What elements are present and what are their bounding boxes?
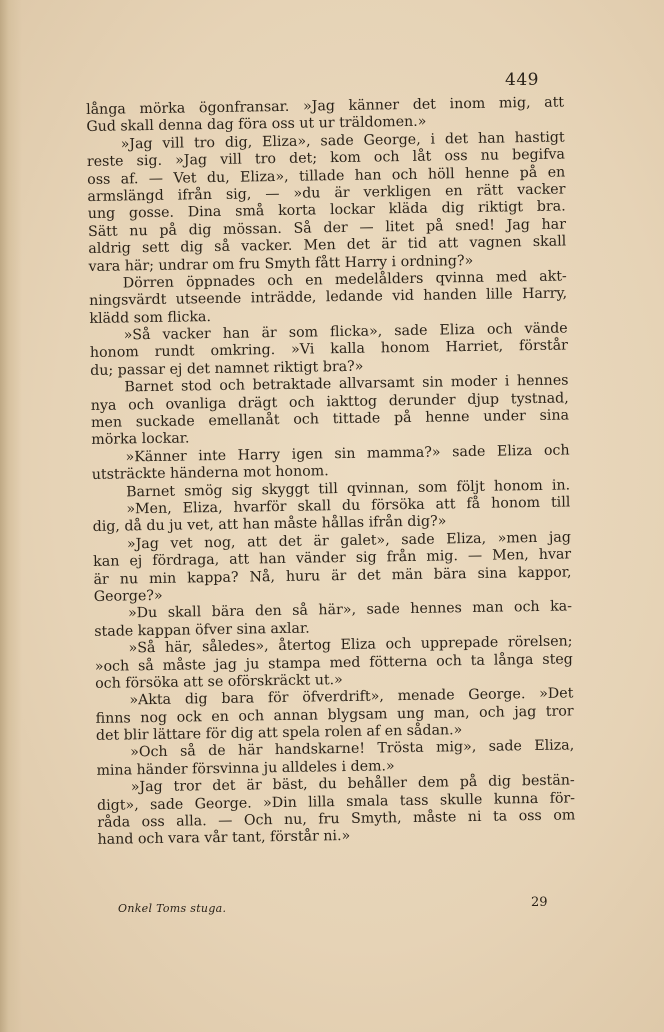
body-text [86, 94, 576, 849]
text-line: ung gosse. Dina små korta lockar kläda dig riktigt bra. [87, 198, 566, 223]
text-line: stade kappan öfver sina axlar. [94, 620, 310, 640]
text-line: är nu min kappa? Nå, huru är det män bära sina kappor, [93, 563, 572, 588]
text-line: Dörren öppnades och en medelålders qvinna med akt- [122, 268, 567, 292]
text-line: Barnet smög sig skyggt till qvinnan, som följt honom in. [126, 477, 571, 501]
text-line: kan ej fördraga, att han vänder sig från mig. — Men, hvar [93, 546, 572, 571]
text-line: »Jag vill tro dig, Eliza», sade George, i det han hastigt [120, 129, 565, 153]
text-line: »Jag vet nog, att det är galet», sade Eliza, »men jag [126, 529, 572, 553]
text-line: dig, då du ju vet, att han måste hållas ifrån dig?» [92, 513, 447, 536]
text-line: armslängd ifrån sig, — »du är verkligen en rätt vacker [87, 181, 566, 205]
text-line: Gud skall denna dag föra oss ut ur träldomen.» [86, 114, 427, 136]
text-line: »Och så de här handskarne! Trösta mig», sade Eliza, [130, 737, 575, 761]
text-line: »Känner inte Harry igen sin mamma?» sade Eliza och [125, 442, 570, 466]
text-line: aldrig sett dig så vacker. Men det är tid att vagnen skall [88, 233, 567, 258]
text-line: nya och ovanliga drägt och iakttog derunder djup tystnad, [90, 390, 569, 414]
text-line: »Jag tror det är bäst, du behåller dem på dig bestän- [130, 772, 575, 796]
text-line: digt», sade George. »Din lilla smala tass skulle kunna för- [96, 790, 576, 814]
text-line: du; passar ej det namnet riktigt bra?» [90, 358, 364, 379]
text-line: oss af. — Vet du, Eliza», tillade han och höll henne på en [87, 164, 566, 188]
text-line: honom rundt omkring. »Vi kalla honom Harriet, förstår [89, 337, 569, 362]
text-line: »Men, Eliza, hvarför skall du försöka att få honom till [126, 494, 571, 518]
text-line: det blir lättare för dig att spela rolen af en sådan.» [95, 722, 463, 744]
text-line: »Så vacker han är som flicka», sade Eliza och vände [123, 320, 568, 344]
text-line: finns nog ock en och annan blygsam ung man, och jag tror [95, 703, 574, 727]
text-line: och försöka att se oförskräckt ut.» [95, 671, 343, 692]
sheet-signature: 29 [531, 895, 548, 910]
text-line: Sätt nu på dig mössan. Så der — litet på sned! Jag har [87, 216, 567, 240]
text-line: långa mörka ögonfransar. »Jag känner det inom mig, att [86, 94, 565, 118]
text-line: men suckade emellanåt och tittade på henne under sina [90, 407, 570, 431]
binding-edge [0, 0, 22, 1032]
page-number: 449 [505, 70, 539, 90]
text-line: »Du skall bära den så här», sade hennes man och ka- [127, 598, 573, 622]
text-line: »och så måste jag ju stampa med fötterna och ta långa steg [94, 650, 573, 675]
text-line: reste sig. »Jag vill tro det; kom och låt oss nu begifva [86, 146, 566, 171]
text-line: råda oss alla. — Och nu, fru Smyth, måste ni ta oss om [97, 807, 576, 831]
text-line: mina händer försvinna ju alldeles i dem.» [96, 758, 395, 779]
text-line: utsträckte händerna mot honom. [91, 463, 329, 484]
footer-book-title: Onkel Toms stuga. [118, 902, 227, 915]
text-line: vara här; undrar om fru Smyth fått Harry i ordning?» [88, 252, 474, 275]
text-line: ningsvärdt utseende inträdde, ledande vid handen lille Harry, [89, 285, 568, 310]
text-line: George?» [93, 587, 163, 605]
text-line: hand och vara vår tant, förstår ni.» [97, 828, 351, 849]
text-line: »Så här, således», återtog Eliza och upprepade rörelsen; [128, 633, 573, 657]
text-line: Barnet stod och betraktade allvarsamt sin moder i hennes [124, 372, 569, 396]
text-line: »Akta dig bara för öfverdrift», menade George. »Det [129, 685, 574, 709]
text-line: mörka lockar. [91, 430, 190, 449]
text-line: klädd som flicka. [89, 308, 212, 327]
